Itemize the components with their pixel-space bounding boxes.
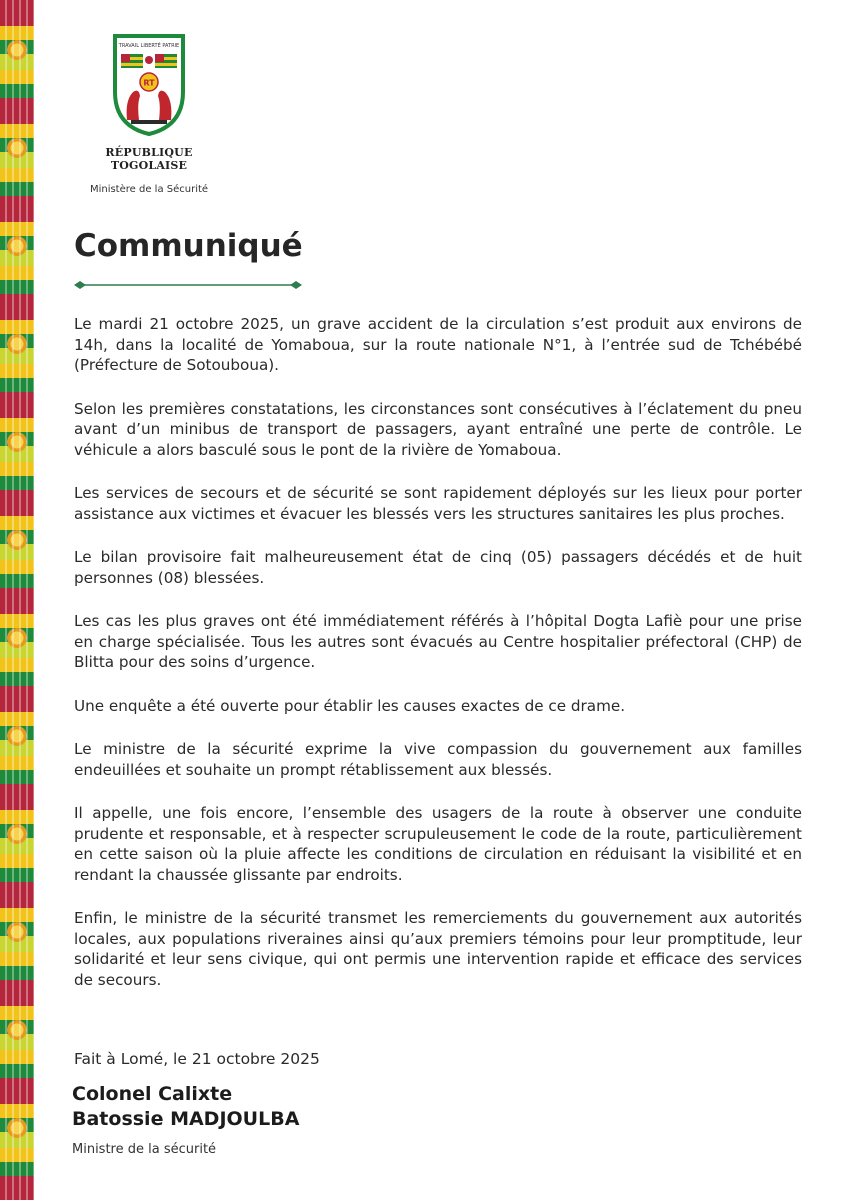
page-title: Communiqué	[74, 228, 303, 264]
paragraph-thanks: Enfin, le ministre de la sécurité transmet les remerciements du gouvernement aux autorités locales, aux populations riveraines ainsi qu’aux premiers témoins pour leur promptitude, leur solidarité et leur sens civique, qui ont permis une intervention rapide et efficace des services de secours.	[74, 909, 802, 989]
paragraph-accident: Le mardi 21 octobre 2025, un grave accident de la circulation s’est produit aux environs de 14h, dans la localité de Yomaboua, sur la route nationale N°1, à l’entrée sud de Tchébébé (Préfecture de Sotouboua).	[74, 315, 802, 374]
letterhead	[74, 30, 224, 195]
paragraph-referrals: Les cas les plus graves ont été immédiatement référés à l’hôpital Dogta Lafiè pour une prise en charge spécialisée. Tous les autres sont évacués au Centre hospitalier préfectoral (CHP) de Blitta pour des soins d’urgence.	[74, 612, 802, 671]
paragraph-compassion: Le ministre de la sécurité exprime la vive compassion du gouvernement aux familles endeuillées et souhaite un prompt rétablissement aux blessés.	[74, 740, 802, 779]
signatory-line-1: Colonel Calixte	[72, 1083, 233, 1105]
republic-name: RÉPUBLIQUE TOGOLAISE	[105, 146, 193, 172]
motto: TRAVAIL LIBERTÉ PATRIE	[118, 43, 180, 49]
paragraph-rescue: Les services de secours et de sécurité se sont rapidement déployés sur les lieux pour porter assistance aux victimes et évacuer les blessés vers les structures sanitaires les plus proches.	[74, 484, 802, 523]
communique-body	[74, 314, 802, 1013]
paragraph-circumstances: Selon les premières constatations, les circonstances sont consécutives à l’éclatement du pneu avant d’un minibus de transport de passagers, ayant entraîné une perte de contrôle. Le véhicule a alors basculé sous le pont de la rivière de Yomaboua.	[74, 399, 802, 459]
signatory-title: Ministre de la sécurité	[72, 1142, 217, 1157]
title-divider	[74, 280, 302, 290]
emblem-initials: RT	[143, 78, 155, 88]
paragraph-appeal: Il appelle, une fois encore, l’ensemble des usagers de la route à observer une conduite prudente et responsable, et à respecter scrupuleusement le code de la route, particulièrement en cette saison où la pluie affecte les conditions de circulation en réduisant la visibilité et en rendant la chaussée glissante par endroits.	[74, 804, 802, 884]
ministry-name: Ministère de la Sécurité	[89, 184, 209, 195]
signatory-line-2: Batossie MADJOULBA	[72, 1108, 300, 1130]
paragraph-investigation: Une enquête a été ouverte pour établir les causes exactes de ce drame.	[74, 696, 626, 715]
place-date: Fait à Lomé, le 21 octobre 2025	[74, 1050, 320, 1068]
signatory-name	[72, 1082, 299, 1132]
decorative-border	[0, 0, 34, 1200]
paragraph-toll: Le bilan provisoire fait malheureusement état de cinq (05) passagers décédés et de huit personnes (08) blessées.	[74, 548, 802, 587]
coat-of-arms-icon	[109, 30, 189, 138]
